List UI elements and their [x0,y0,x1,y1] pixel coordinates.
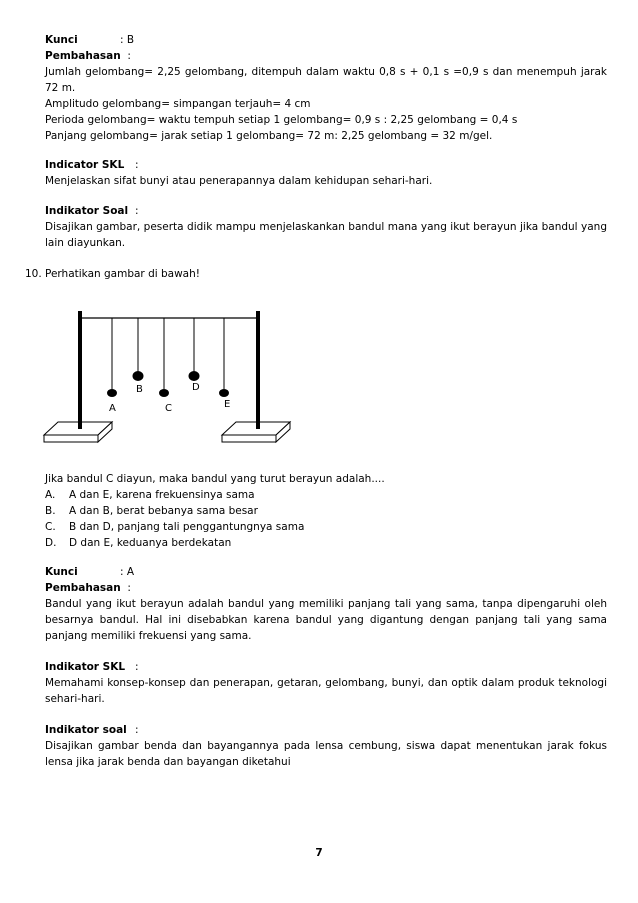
indicator-skl-1-heading [45,157,607,173]
option-c[interactable] [45,519,607,535]
soal-colon: : [135,205,139,217]
pembahasan-label: Pembahasan [45,50,121,62]
soal-label: Indikator Soal [45,205,129,217]
option-a[interactable] [45,487,607,503]
option-d[interactable] [45,535,607,551]
indikator-soal-2-heading [45,722,607,738]
option-b-text: A dan B, berat bebanya sama besar [69,505,258,517]
pembahasan-1-line-1: Jumlah gelombang= 2,25 gelombang, ditempuh dalam waktu 0,8 s + 0,1 s =0,9 s dan menempuh jarak 72 m. [45,66,607,94]
bob-b [133,371,144,381]
question-prompt: Perhatikan gambar di bawah! [45,268,200,280]
bob-a [107,389,117,397]
indikator-soal-1-text: Disajikan gambar, peserta didik mampu menjelaskankan bandul mana yang ikut berayun jika bandul yang lain diayunkan. [45,221,607,249]
option-a-text: A dan E, karena frekuensinya sama [69,489,255,501]
indicator-skl-1-text: Menjelaskan sifat bunyi atau penerapannya dalam kehidupan sehari-hari. [45,175,433,187]
indikator-soal-1-heading [45,203,607,219]
pembahasan-2-label: Pembahasan [45,582,121,594]
label-e: E [224,399,231,410]
pembahasan-1-line-2: Amplitudo gelombang= simpangan terjauh= 4 cm [45,98,311,110]
soal-2-colon: : [135,724,139,736]
bob-d [189,371,200,381]
question-stem: Jika bandul C diayun, maka bandul yang turut berayun adalah.... [45,473,385,485]
pembahasan-2-text: Bandul yang ikut berayun adalah bandul yang memiliki panjang tali yang sama, tanpa dipengaruhi oleh besarnya bandul. Hal ini disebabkan karena bandul yang digantung dengan panjang tali yang sama panjang memiliki frekuensi yang sama. [45,598,607,642]
option-b-letter: B. [45,505,56,517]
label-b: B [136,384,143,395]
skl-label: Indicator SKL [45,159,125,171]
bob-c [159,389,169,397]
question-number: 10. [25,268,42,280]
label-d: D [192,382,200,393]
pembahasan-1-line-3: Perioda gelombang= waktu tempuh setiap 1 gelombang= 0,9 s : 2,25 gelombang = 0,4 s [45,114,518,126]
skl-colon: : [135,159,139,171]
option-c-letter: C. [45,521,56,533]
page-number: 7 [315,847,323,859]
pendulum-figure [40,300,300,450]
indikator-skl-2-heading [45,659,607,675]
option-b[interactable] [45,503,607,519]
pembahasan-1-heading [45,48,607,64]
indikator-soal-2-text: Disajikan gambar benda dan bayangannya pada lensa cembung, siswa dapat menentukan jarak fokus lensa jika jarak benda dan bayangan diketahui [45,740,607,768]
kunci-value: : B [120,34,135,46]
skl-2-label: Indikator SKL [45,661,126,673]
kunci-1 [45,32,607,48]
kunci-2-label: Kunci [45,566,78,578]
kunci-label: Kunci [45,34,78,46]
option-d-text: D dan E, keduanya berdekatan [69,537,232,549]
label-a: A [109,403,116,414]
bob-e [219,389,229,397]
label-c: C [165,403,172,414]
option-c-text: B dan D, panjang tali penggantungnya sama [69,521,305,533]
option-a-letter: A. [45,489,56,501]
kunci-2-value: : A [120,566,135,578]
pembahasan-2-heading [45,580,607,596]
soal-2-label: Indikator soal [45,724,127,736]
pembahasan-1-line-4: Panjang gelombang= jarak setiap 1 gelombang= 72 m: 2,25 gelombang = 32 m/gel. [45,130,493,142]
option-d-letter: D. [45,537,57,549]
pembahasan-2-colon: : [127,582,131,594]
left-post [78,311,82,429]
indikator-skl-2-text: Memahami konsep-konsep dan penerapan, getaran, gelombang, bunyi, dan optik dalam produk teknologi sehari-hari. [45,677,607,705]
right-post [256,311,260,429]
kunci-2 [45,564,607,580]
pembahasan-colon: : [127,50,131,62]
skl-2-colon: : [135,661,139,673]
